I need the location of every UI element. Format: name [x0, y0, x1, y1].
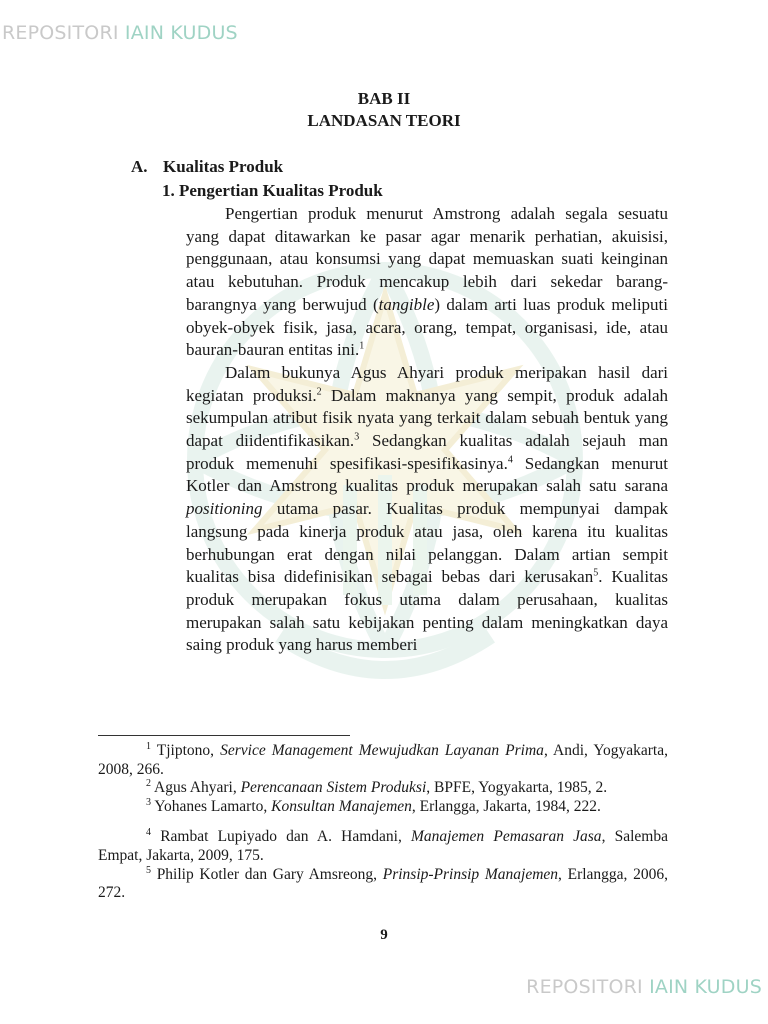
footnote-4: $^4$ Rambat Lupiyado dan A. Hamdani, Manajemen Pemasaran Jasa, Salemba Empat, Jakarta, 2009, 175. [98, 827, 668, 864]
watermark-text-iain-kudus: IAIN KUDUS [649, 976, 762, 998]
watermark-text-repositori: REPOSITORI [2, 22, 119, 44]
chapter-heading [0, 88, 768, 132]
body-text [186, 203, 668, 657]
footnote-ref-3: 3 [354, 431, 360, 443]
chapter-number: BAB II [357, 89, 411, 108]
page-number: 9 [380, 927, 388, 943]
watermark-text-repositori: REPOSITORI [526, 976, 643, 998]
footnote-divider [98, 735, 350, 736]
footnote-3: $^3$ Yohanes Lamarto, Konsultan Manajemen, Erlangga, Jakarta, 1984, 222. [146, 796, 601, 815]
footnote-ref-1: 1 [359, 340, 365, 352]
paragraph-2: Dalam bukunya Agus Ahyari produk meripakan hasil dari kegiatan produksi.$^2$ Dalam maknanya yang sempit, produk adalah sekumpulan atribut fisik nyata yang terkait dalam sebuah bentuk yang dapat diidentifikasikan.$^3$ Sedangkan kualitas adalah sejauh man produk memenuhi spesifikasi-spesifikasinya.$^4$ Sedangkan menurut Kotler dan Amstrong kualitas produk merupakan salah satu sarana positioning utama pasar. Kualitas produk mempunyai dampak langsung pada kinerja produk atau jasa, oleh karena itu kualitas berhubungan erat dengan nilai pelanggan. Dalam artian sempit kualitas bisa didefinisikan sebagai bebas dari kerusakan$^5$. Kualitas produk merupakan fokus utama dalam perusahaan, kualitas merupakan salah satu kebijakan penting dalam meningkatkan daya saing produk yang harus memberi [186, 362, 669, 655]
footnote-ref-2: 2 [316, 385, 322, 397]
footnote-1: $^1$ Tjiptono, Service Management Mewujudkan Layanan Prima, Andi, Yogyakarta, 2008, 266. [98, 740, 668, 778]
footnote-2: $^2$ Agus Ahyari, Perencanaan Sistem Produksi, BPFE, Yogyakarta, 1985, 2. [146, 778, 608, 797]
watermark-bottom [526, 976, 762, 998]
watermark-text-iain-kudus: IAIN KUDUS [124, 22, 238, 44]
chapter-title: LANDASAN TEORI [307, 111, 461, 130]
footnotes [98, 742, 668, 903]
footnote-5: $^5$ Philip Kotler dan Gary Amsreong, Prinsip-Prinsip Manajemen, Erlangga, 2006, 272. [98, 864, 668, 902]
section-letter: A. [131, 157, 148, 176]
paragraph-1: Pengertian produk menurut Amstrong adalah segala sesuatu yang dapat ditawarkan ke pasar agar menarik perhatian, akuisisi, penggunaan, atau konsumsi yang dapat memuaskan suati keinginan atau kebutuhan. Produk mencakup lebih dari sekedar barang-barangnya yang berwujud (tangible) dalam arti luas produk meliputi obyek-obyek fisik, jasa, acara, orang, tempat, organisasi, ide, atau bauran-bauran entitas ini.$^1$ [186, 204, 668, 360]
footnote-ref-4: 4 [507, 454, 513, 466]
subsection-heading-1: 1. Pengertian Kualitas Produk [162, 181, 383, 200]
section-title: Kualitas Produk [163, 157, 284, 176]
footnote-ref-5: 5 [593, 567, 599, 579]
watermark-top [2, 22, 238, 44]
section-heading-a [131, 156, 283, 178]
